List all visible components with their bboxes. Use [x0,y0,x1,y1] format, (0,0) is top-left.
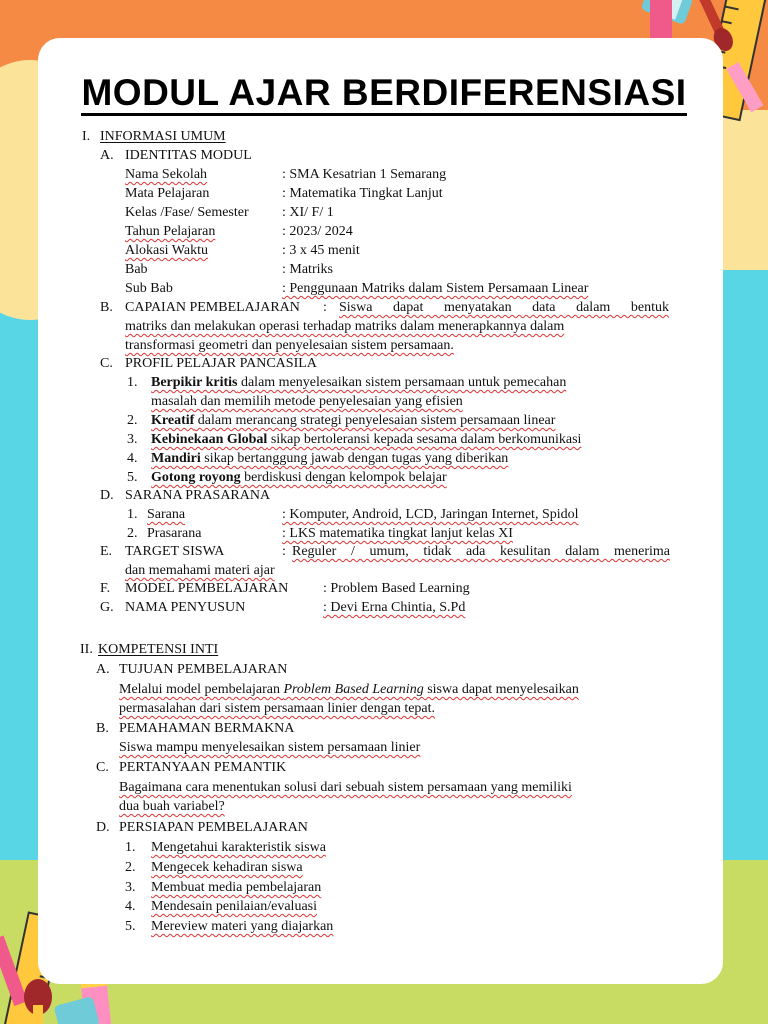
colon: : [282,544,286,559]
tujuan-text-post: siswa dapat menyelesaikan [423,682,579,697]
subsection-heading-persiapan: PERSIAPAN PEMBELAJARAN [119,820,308,835]
list-number: 2. [127,413,138,428]
list-item-bold: Berpikir kritis [151,375,238,390]
capaian-text-line: transformasi geometri dan penyelesaian sistem persamaan. [125,338,454,353]
subsection-letter: C. [100,356,113,371]
list-item-bold: Mandiri [151,451,201,466]
identity-value: : Matriks [282,262,333,277]
list-item-text: sikap bertanggung jawab dengan tugas yang diberikan [200,451,509,466]
list-item: Mereview materi yang diajarkan [151,919,334,934]
model-value: : Problem Based Learning [323,581,470,596]
identity-label: Bab [125,262,148,277]
subsection-letter: C. [96,760,109,775]
subsection-heading-pemahaman: PEMAHAMAN BERMAKNA [119,721,295,736]
sarana-value: : Komputer, Android, LCD, Jaringan Internet, Spidol [282,507,579,522]
subsection-heading-tujuan: TUJUAN PEMBELAJARAN [119,662,288,677]
colon: : [323,300,327,315]
capaian-text-line: Siswa dapat menyatakan data dalam bentuk [339,300,669,315]
list-item-text: dalam merancang strategi penyelesaian sistem persamaan linear [194,413,556,428]
pertanyaan-text-line: Bagaimana cara menentukan solusi dari sebuah sistem persamaan yang memiliki [119,780,572,795]
section-heading-informasi-umum: INFORMASI UMUM [100,129,226,144]
identity-label: Tahun Pelajaran [125,224,216,239]
subsection-heading-penyusun: NAMA PENYUSUN [125,600,246,615]
list-item-text: sikap bertoleransi kepada sesama dalam berkomunikasi [267,432,582,447]
list-number: 5. [125,919,136,934]
identity-label: Sub Bab [125,281,173,296]
subsection-letter: A. [96,662,110,677]
sarana-label: Prasarana [147,526,202,541]
subsection-letter: B. [100,300,113,315]
list-item-bold: Kebinekaan Global [151,432,268,447]
sarana-value: : LKS matematika tingkat lanjut kelas XI [282,526,513,541]
subsection-letter: F. [100,581,111,596]
pertanyaan-text-line: dua buah variabel? [119,799,225,814]
identity-label: Alokasi Waktu [125,243,208,258]
list-number: 1. [127,375,138,390]
sarana-label: Sarana [147,507,186,522]
list-item: Mendesain penilaian/evaluasi [151,899,317,914]
tujuan-text-pre: Melalui model pembelajaran [119,682,284,697]
list-item: Mengecek kehadiran siswa [151,860,303,875]
list-number: 2. [127,526,138,541]
tujuan-text-italic: Problem Based Learning [283,682,424,697]
subsection-heading-sarana: SARANA PRASARANA [125,488,271,503]
document-title-text: MODUL AJAR BERDIFERENSIASI [81,72,686,116]
list-number: 1. [125,840,136,855]
identity-value: : XI/ F/ 1 [282,205,334,220]
subsection-letter: B. [96,721,109,736]
identity-value: : Penggunaan Matriks dalam Sistem Persamaan Linear [282,281,589,296]
list-item [151,373,566,393]
list-item-text: berdiskusi dengan kelompok belajar [240,470,447,485]
subsection-heading-capaian: CAPAIAN PEMBELAJARAN [125,300,300,315]
identity-label: Mata Pelajaran [125,186,210,201]
list-number: 5. [127,470,138,485]
list-item-text: dalam menyelesaikan sistem persamaan untuk pemecahan [237,375,567,390]
subsection-letter: D. [96,820,110,835]
target-text-line: dan memahami materi ajar [125,563,275,578]
pemahaman-text: Siswa mampu menyelesaikan sistem persamaan linier [119,740,421,755]
tujuan-text-line: permasalahan dari sistem persamaan linier dengan tepat. [119,701,436,716]
subsection-heading-profil: PROFIL PELAJAR PANCASILA [125,356,317,371]
list-item [151,468,447,488]
subsection-letter: G. [100,600,114,615]
subsection-letter: D. [100,488,114,503]
subsection-heading-pertanyaan: PERTANYAAN PEMANTIK [119,760,287,775]
penyusun-value: : Devi Erna Chintia, S.Pd [323,600,466,615]
identity-label: Nama Sekolah [125,167,208,182]
list-number: 3. [125,880,136,895]
list-item: Mengetahui karakteristik siswa [151,840,326,855]
list-item: Membuat media pembelajaran [151,880,322,895]
subsection-heading-model: MODEL PEMBELAJARAN [125,581,289,596]
section-heading-kompetensi-inti: KOMPETENSI INTI [98,642,219,657]
list-item [151,449,508,469]
list-number: 3. [127,432,138,447]
subsection-heading-target: TARGET SISWA [125,544,225,559]
list-number: 4. [125,899,136,914]
identity-label: Kelas /Fase/ Semester [125,205,249,220]
section-number: II. [80,642,93,657]
subsection-letter: E. [100,544,113,559]
identity-value: : 3 x 45 menit [282,243,360,258]
subsection-heading-identitas-modul: IDENTITAS MODUL [125,148,252,163]
list-number: 2. [125,860,136,875]
section-number: I. [82,129,91,144]
identity-value: : 2023/ 2024 [282,224,353,239]
identity-value: : Matematika Tingkat Lanjut [282,186,443,201]
list-item [151,430,581,450]
list-number: 1. [127,507,138,522]
tujuan-text-line [119,680,579,700]
list-number: 4. [127,451,138,466]
subsection-letter: A. [100,148,114,163]
list-item-continuation: masalah dan memilih metode penyelesaian yang efisien [151,394,463,409]
target-text-line: Reguler / umum, tidak ada kesulitan dalam menerima [292,544,670,559]
list-item-bold: Kreatif [151,413,195,428]
list-item [151,411,555,431]
identity-value: : SMA Kesatrian 1 Semarang [282,167,447,182]
capaian-text-line: matriks dan melakukan operasi terhadap matriks dalam menerapkannya dalam [125,319,565,334]
list-item-bold: Gotong royong [151,470,241,485]
